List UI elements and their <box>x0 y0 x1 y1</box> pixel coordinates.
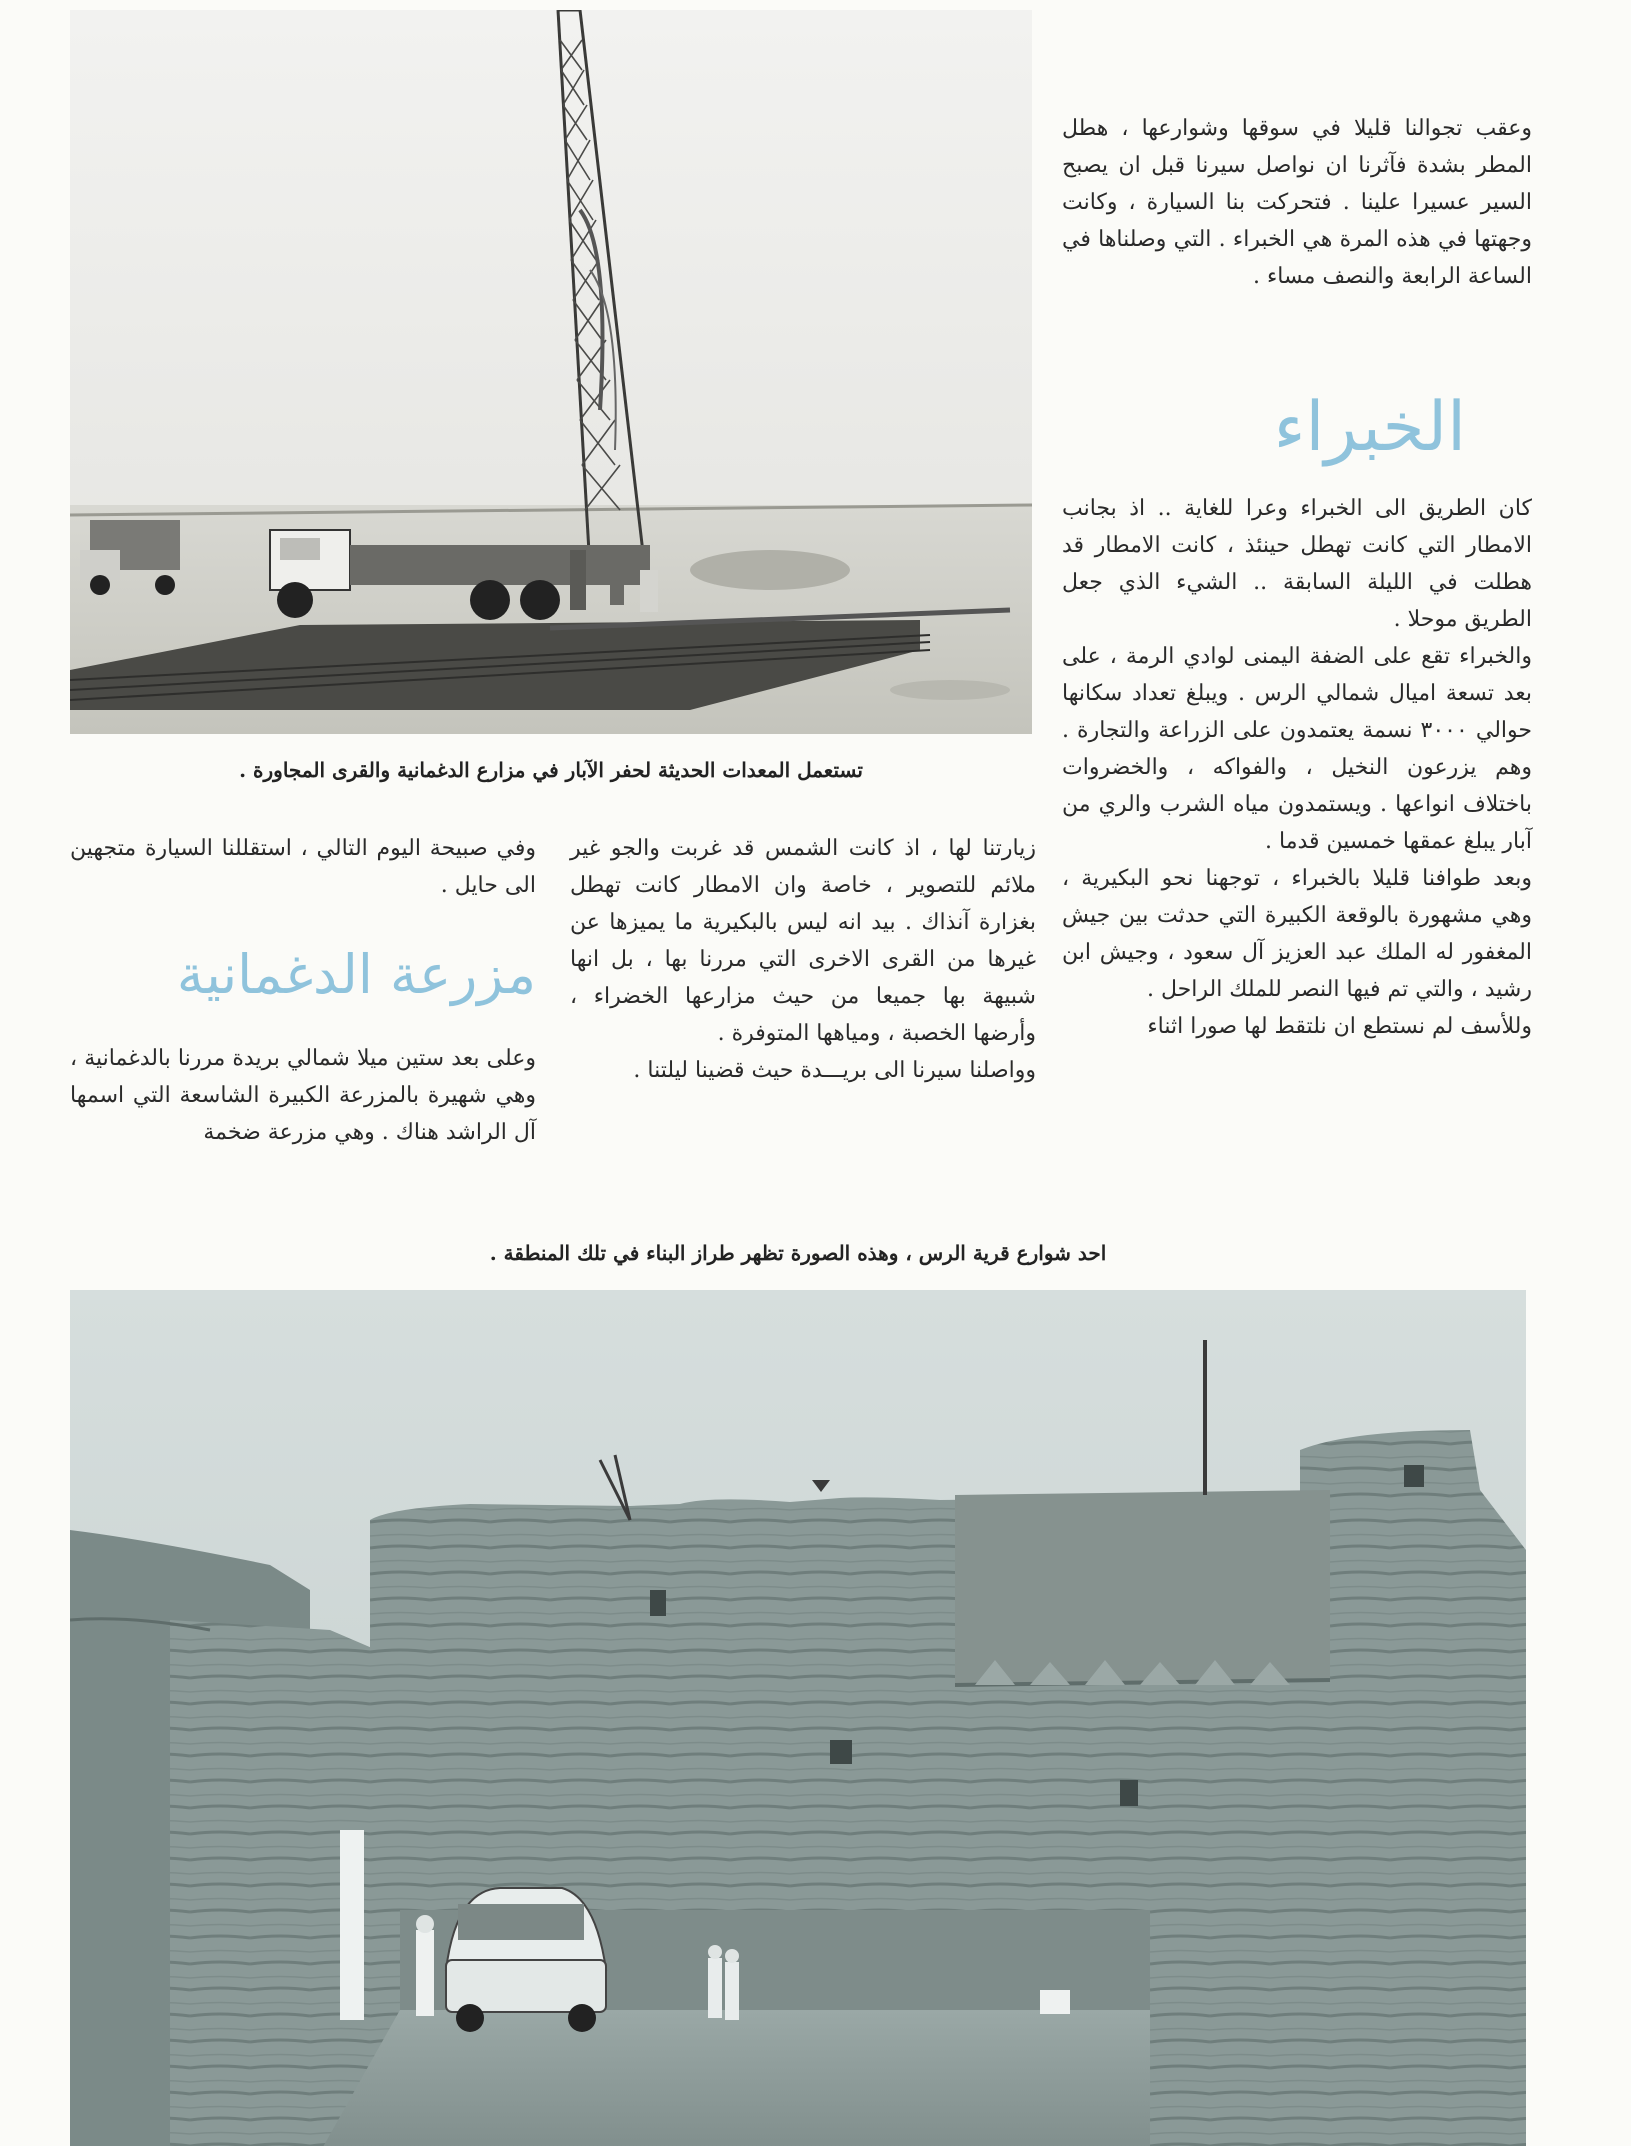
top-photo <box>70 10 1032 734</box>
right-paragraph-4: وبعد طوافنا قليلا بالخبراء ، توجهنا نحو البكيرية ، وهي مشهورة بالوقعة الكبيرة التي حدثت بين جيش المغفور له الملك عبد العزيز آل سعود ، وجيش ابن رشيد ، والتي تم فيها النصر للملك الراحل . <box>1062 866 1532 1002</box>
car-shape <box>446 1888 606 2032</box>
left-paragraph-2: وعلى بعد ستين ميلا شمالي بريدة مررنا بالدغمانية ، وهي شهيرة بالمزرعة الكبيرة الشاسعة التي اسمها آل الراشد هناك . وهي مزرعة ضخمة <box>70 1046 536 1145</box>
right-paragraph-3: والخبراء تقع على الضفة اليمنى لوادي الرمة ، على بعد تسعة اميال شمالي الرس . ويبلغ تعداد سكانها حوالي ٣٠٠٠ نسمة يعتمدون على الزراعة والتجارة . وهم يزرعون النخيل ، والفواكه ، والخضروات باختلاف انواعها . ويستمدون مياه الشرب والري من آبار يبلغ عمقها خمسين قدما . <box>1062 644 1532 854</box>
right-paragraph-1: وعقب تجوالنا قليلا في سوقها وشوارعها ، هطل المطر بشدة فآثرنا ان نواصل سيرنا قبل ان يصبح السير عسيرا علينا . فتحركت بنا السيارة ، وكانت وجهتها في هذه المرة هي الخبراء . التي وصلناها في الساعة الرابعة والنصف مساء . <box>1062 116 1532 289</box>
right-column-body <box>1062 490 1532 1045</box>
left-section-heading: مزرعة الدغمانية <box>176 943 536 1006</box>
top-photo-caption: تستعمل المعدات الحديثة لحفر الآبار في مزارع الدغمانية والقرى المجاورة . <box>239 758 863 782</box>
right-section-heading: الخبراء <box>1273 388 1466 467</box>
right-paragraph-2: كان الطريق الى الخبراء وعرا للغاية .. اذ بجانب الامطار التي كانت تهطل حينئذ ، كانت الامطار قد هطلت في الليلة السابقة .. الشيء الذي جعل الطريق موحلا . <box>1062 496 1532 632</box>
right-paragraph-5: وللأسف لم نستطع ان نلتقط لها صورا اثناء <box>1147 1014 1532 1039</box>
middle-paragraph-1: زيارتنا لها ، اذ كانت الشمس قد غربت والجو غير ملائم للتصوير ، خاصة وان الامطار كانت تهطل بغزارة آنذاك . بيد انه ليس بالبكيرية ما يميزها عن غيرها من القرى الاخرى التي مررنا بها ، بل انها شبيهة بها جميعا من حيث مزارعها الخضراء ، وأرضها الخصبة ، ومياهها المتوفرة . <box>570 836 1036 1046</box>
drilling-rig-illustration <box>70 10 1032 734</box>
right-column <box>1062 110 1532 295</box>
middle-paragraph-2: وواصلنا سيرنا الى بريـــدة حيث قضينا ليلتنا . <box>633 1058 1036 1083</box>
bottom-photo-caption: احد شوارع قرية الرس ، وهذه الصورة تظهر طراز البناء في تلك المنطقة . <box>489 1241 1107 1265</box>
bottom-photo <box>70 1290 1526 2146</box>
left-column-body <box>70 1040 536 1151</box>
middle-column <box>570 830 1036 1089</box>
left-paragraph-1: وفي صبيحة اليوم التالي ، استقللنا السيارة متجهين الى حايل . <box>70 836 536 898</box>
mud-brick-street-illustration <box>70 1290 1526 2146</box>
left-column <box>70 830 536 904</box>
